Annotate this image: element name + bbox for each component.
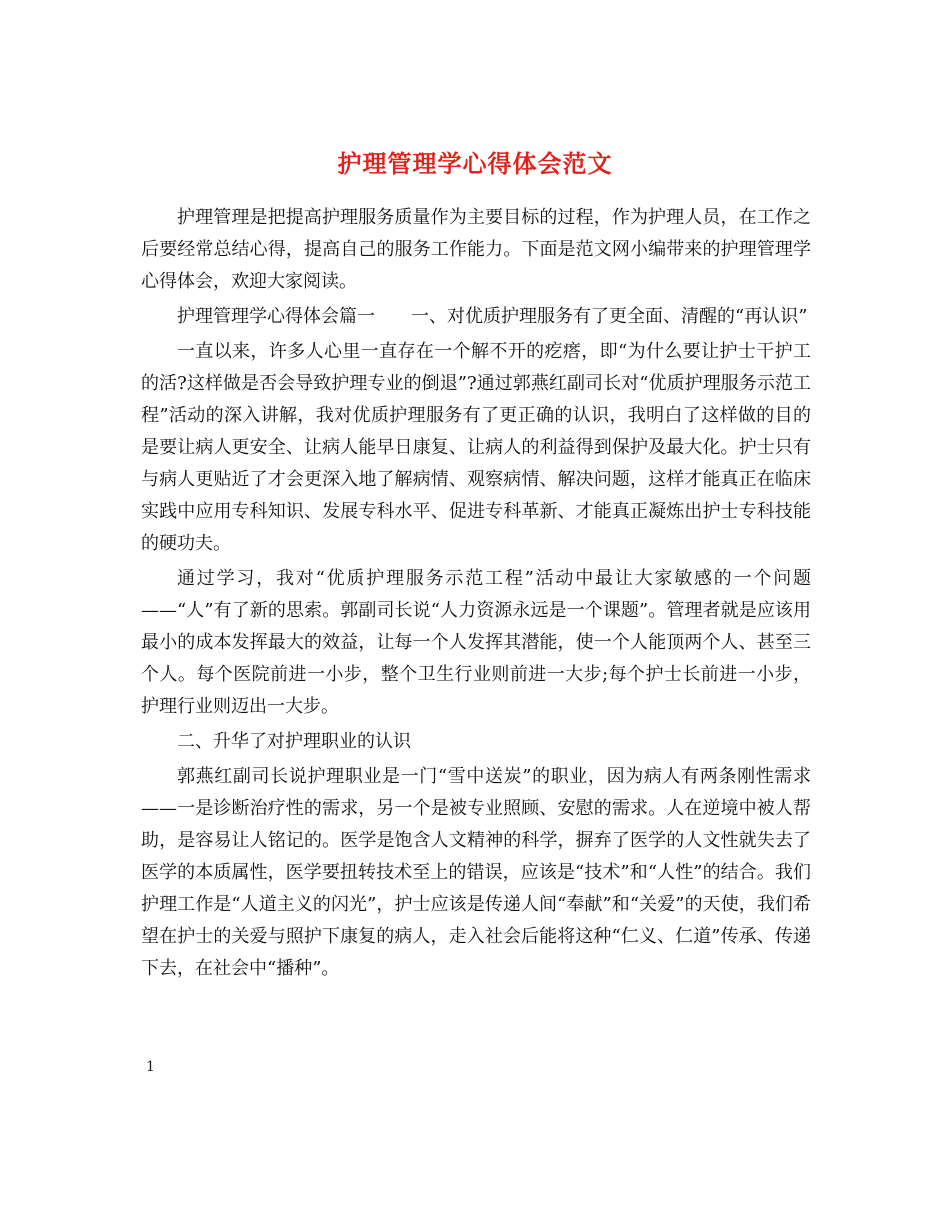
paragraph-quality-care-understanding: 一直以来，许多人心里一直存在一个解不开的疙瘩，即“为什么要让护士干护工的活?这样做是否会导致护理专业的倒退”?通过郭燕红副司长对“优质护理服务示范工程”活动的深入讲解，我对优质护理服务有了更正确的认识，我明白了这样做的目的是要让病人更安全、让病人能早日康复、让病人的利益得到保护及最大化。护士只有与病人更贴近了才会更深入地了解病情、观察病情、解决问题，这样才能真正在临床实践中应用专科知识、发展专科水平、促进专科革新、才能真正凝炼出护士专科技能的硬功夫。 [141,341,811,554]
paragraph-section-two-heading: 二、升华了对护理职业的认识 [177,731,411,752]
paragraph-human-resources: 通过学习，我对“优质护理服务示范工程”活动中最让大家敏感的一个问题——“人”有了新的思索。郭副司长说“人力资源永远是一个课题”。管理者就是应该用最小的成本发挥最大的效益，让每一个人发挥其潜能，使一个人能顶两个人、甚至三个人。每个医院前进一小步，整个卫生行业则前进一大步;每个护士长前进一小步，护理行业则迈出一大步。 [141,568,811,717]
paragraph-section-one-heading: 护理管理学心得体会篇一 一、对优质护理服务有了更全面、清醒的“再认识” [177,306,808,327]
page-number: 1 [146,1059,155,1075]
document-body [141,202,811,985]
paragraph-intro: 护理管理是把提高护理服务质量作为主要目标的过程，作为护理人员，在工作之后要经常总结心得，提高自己的服务工作能力。下面是范文网小编带来的护理管理学心得体会，欢迎大家阅读。 [141,207,811,292]
document-title: 护理管理学心得体会范文 [337,149,613,179]
paragraph-nursing-profession: 郭燕红副司长说护理职业是一门“雪中送炭”的职业，因为病人有两条刚性需求——一是诊断治疗性的需求，另一个是被专业照顾、安慰的需求。人在逆境中被人帮助，是容易让人铭记的。医学是饱含人文精神的科学，摒弃了医学的人文性就失去了医学的本质属性，医学要扭转技术至上的错误，应该是“技术”和“人性”的结合。我们护理工作是“人道主义的闪光”，护士应该是传递人间“奉献”和“关爱”的天使，我们希望在护士的关爱与照护下康复的病人，走入社会后能将这种“仁义、仁道”传承、传递下去，在社会中“播种”。 [141,766,811,979]
